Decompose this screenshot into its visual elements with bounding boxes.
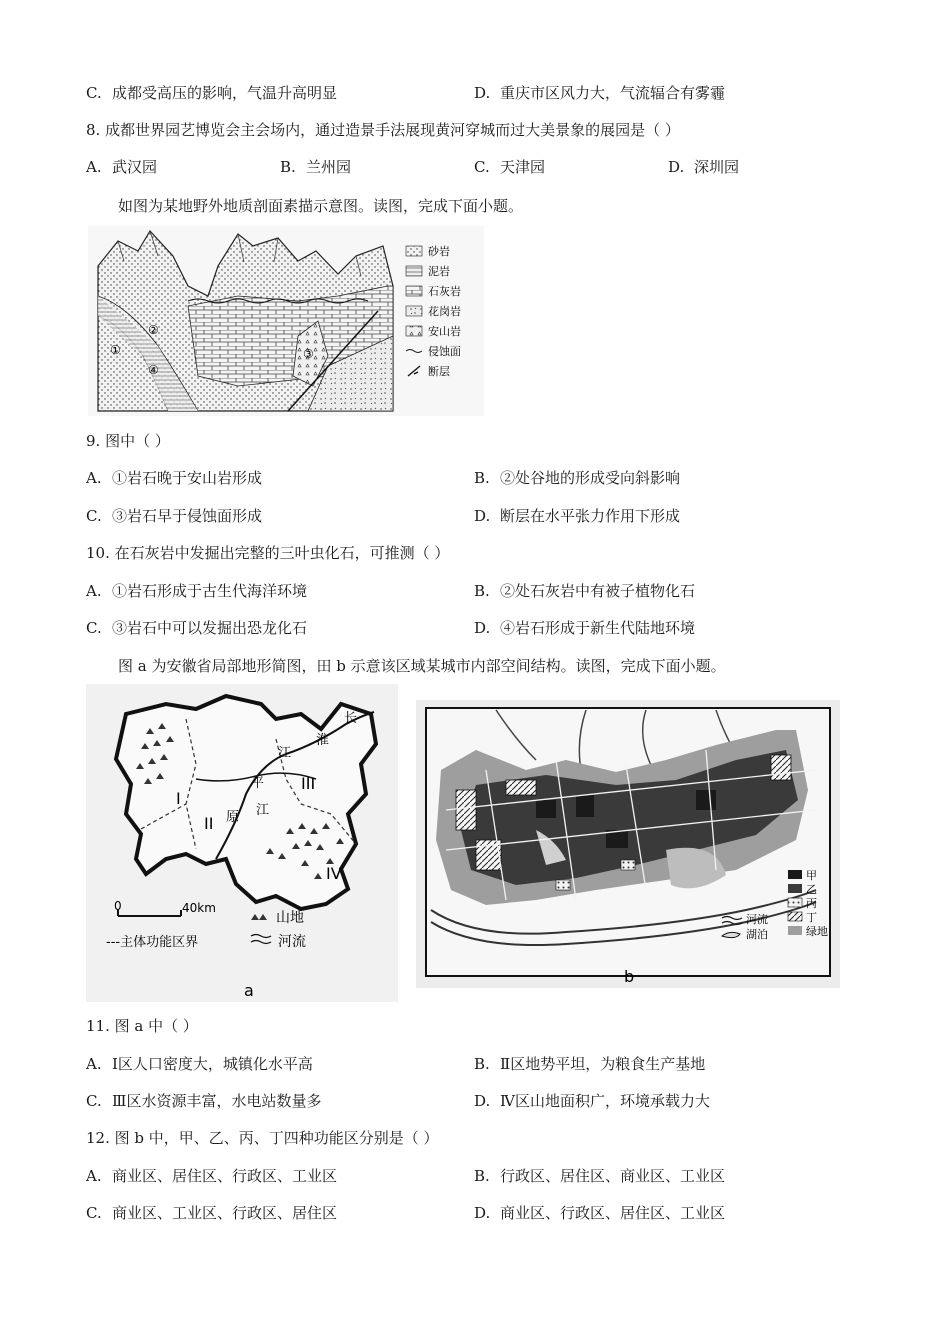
q11-option-c[interactable]: [86, 1090, 321, 1111]
q11-option-d[interactable]: [474, 1090, 710, 1111]
q7-option-c[interactable]: [86, 82, 337, 103]
option-label: C.: [86, 619, 102, 637]
option-label: B.: [474, 1055, 490, 1073]
option-text: 兰州园: [306, 158, 352, 176]
option-label: A.: [86, 1055, 102, 1073]
legend-fault: 断层: [428, 365, 450, 378]
legend-andesite: 安山岩: [428, 325, 461, 338]
legend-mountain: 山地: [276, 910, 304, 926]
q10-option-a[interactable]: [86, 580, 307, 601]
option-label: D.: [668, 158, 685, 176]
option-label: D.: [474, 84, 491, 102]
option-text: ③岩石早于侵蚀面形成: [112, 507, 263, 525]
option-text: Ⅰ区人口密度大，城镇化水平高: [112, 1055, 313, 1073]
map-a-caption: a: [244, 981, 254, 1000]
label-huai: 淮: [316, 733, 330, 748]
legend-yi: 乙: [806, 883, 817, 896]
option-text: 断层在水平张力作用下形成: [500, 507, 681, 525]
q8-option-d[interactable]: [668, 156, 739, 177]
marker-1: ①: [110, 343, 121, 357]
legend-lake-b: 湖泊: [746, 928, 768, 941]
option-text: Ⅱ区地势平坦，为粮食生产基地: [500, 1055, 706, 1073]
legend-river: 河流: [278, 934, 306, 950]
option-text: ③岩石中可以发掘出恐龙化石: [112, 619, 308, 637]
q8-option-b[interactable]: [280, 156, 351, 177]
q10-option-c[interactable]: [86, 617, 307, 638]
q10-option-d[interactable]: [474, 617, 695, 638]
legend-jia: 甲: [806, 869, 817, 882]
legend-erosion: 侵蚀面: [428, 345, 461, 358]
legend-ding: 丁: [806, 911, 817, 924]
q9-option-d[interactable]: [474, 505, 680, 526]
q9-option-c[interactable]: [86, 505, 262, 526]
q8-option-c[interactable]: [474, 156, 545, 177]
option-text: 商业区、工业区、行政区、居住区: [112, 1204, 338, 1222]
legend-river-b: 河流: [746, 913, 768, 926]
map-b-caption: b: [624, 967, 635, 986]
q12-option-a[interactable]: [86, 1165, 337, 1186]
q10-stem: 10. 在石灰岩中发掘出完整的三叶虫化石，可推测（ ）: [86, 544, 450, 562]
option-text: ①岩石形成于古生代海洋环境: [112, 582, 308, 600]
intro-geology: 如图为某地野外地质剖面素描示意图。读图，完成下面小题。: [118, 197, 524, 215]
option-text: 天津园: [500, 158, 546, 176]
option-text: ④岩石形成于新生代陆地环境: [500, 619, 696, 637]
legend-mudstone: 泥岩: [428, 265, 450, 278]
region-III: III: [301, 774, 316, 793]
option-label: D.: [474, 507, 491, 525]
option-label: B.: [474, 582, 490, 600]
marker-2: ②: [148, 323, 159, 337]
option-label: C.: [474, 158, 490, 176]
option-text: 行政区、居住区、商业区、工业区: [500, 1167, 726, 1185]
legend-sandstone: 砂岩: [428, 245, 450, 258]
option-text: 商业区、居住区、行政区、工业区: [112, 1167, 338, 1185]
option-text: 重庆市区风力大，气流辐合有雾霾: [500, 84, 726, 102]
intro-anhui: 图 a 为安徽省局部地形简图，田 b 示意该区域某城市内部空间结构。读图，完成下面小题。: [118, 657, 726, 675]
q7-option-d[interactable]: [474, 82, 725, 103]
region-I: I: [176, 789, 181, 808]
label-ping: 平: [251, 776, 265, 791]
label-chang: 长: [344, 711, 358, 726]
legend-boundary: ---主体功能区界: [106, 935, 199, 950]
legend-limestone: 石灰岩: [428, 285, 461, 298]
option-label: D.: [474, 619, 491, 637]
q12-stem: 12. 图 b 中，甲、乙、丙、丁四种功能区分别是（ ）: [86, 1129, 439, 1147]
geology-cross-section-figure: [88, 226, 484, 416]
scale-end: 40km: [182, 901, 216, 915]
q9-option-a[interactable]: [86, 467, 262, 488]
option-label: C.: [86, 1092, 102, 1110]
legend-green: 绿地: [806, 925, 828, 938]
label-jiang-2: 江: [256, 803, 270, 818]
option-label: A.: [86, 582, 102, 600]
q12-option-d[interactable]: [474, 1202, 725, 1223]
map-a-figure: [86, 684, 398, 1002]
label-yuan: 原: [226, 810, 240, 825]
option-label: A.: [86, 1167, 102, 1185]
option-text: ②处石灰岩中有被子植物化石: [500, 582, 696, 600]
option-text: 商业区、行政区、居住区、工业区: [500, 1204, 726, 1222]
option-label: C.: [86, 84, 102, 102]
option-label: B.: [474, 1167, 490, 1185]
option-text: Ⅳ区山地面积广，环境承载力大: [500, 1092, 710, 1110]
option-text: Ⅲ区水资源丰富，水电站数量多: [112, 1092, 322, 1110]
option-label: A.: [86, 469, 102, 487]
option-label: A.: [86, 158, 102, 176]
marker-3: ③: [303, 347, 314, 361]
q11-option-a[interactable]: [86, 1053, 313, 1074]
q12-option-c[interactable]: [86, 1202, 337, 1223]
q11-option-b[interactable]: [474, 1053, 705, 1074]
label-jiang-1: 江: [278, 746, 292, 761]
option-text: 成都受高压的影响，气温升高明显: [112, 84, 338, 102]
option-text: 深圳园: [694, 158, 740, 176]
region-II: II: [204, 814, 214, 833]
region-IV: IV: [326, 864, 342, 883]
q12-option-b[interactable]: [474, 1165, 725, 1186]
option-text: ①岩石晚于安山岩形成: [112, 469, 263, 487]
option-label: C.: [86, 507, 102, 525]
marker-4: ④: [148, 363, 159, 377]
option-label: B.: [280, 158, 296, 176]
q8-stem: 8. 成都世界园艺博览会主会场内，通过造景手法展现黄河穿城而过大美景象的展园是（ ）: [86, 121, 680, 139]
map-b-figure: [416, 700, 840, 988]
q8-option-a[interactable]: [86, 156, 157, 177]
option-text: ②处谷地的形成受向斜影响: [500, 469, 681, 487]
scale-start: 0: [114, 899, 122, 913]
q9-option-b[interactable]: [474, 467, 680, 488]
q10-option-b[interactable]: [474, 580, 695, 601]
option-text: 武汉园: [112, 158, 158, 176]
legend-bing: 丙: [806, 897, 817, 910]
option-label: B.: [474, 469, 490, 487]
option-label: D.: [474, 1092, 491, 1110]
legend-granite: 花岗岩: [428, 305, 461, 318]
q11-stem: 11. 图 a 中（ ）: [86, 1017, 198, 1035]
option-label: C.: [86, 1204, 102, 1222]
option-label: D.: [474, 1204, 491, 1222]
q9-stem: 9. 图中（ ）: [86, 432, 170, 450]
